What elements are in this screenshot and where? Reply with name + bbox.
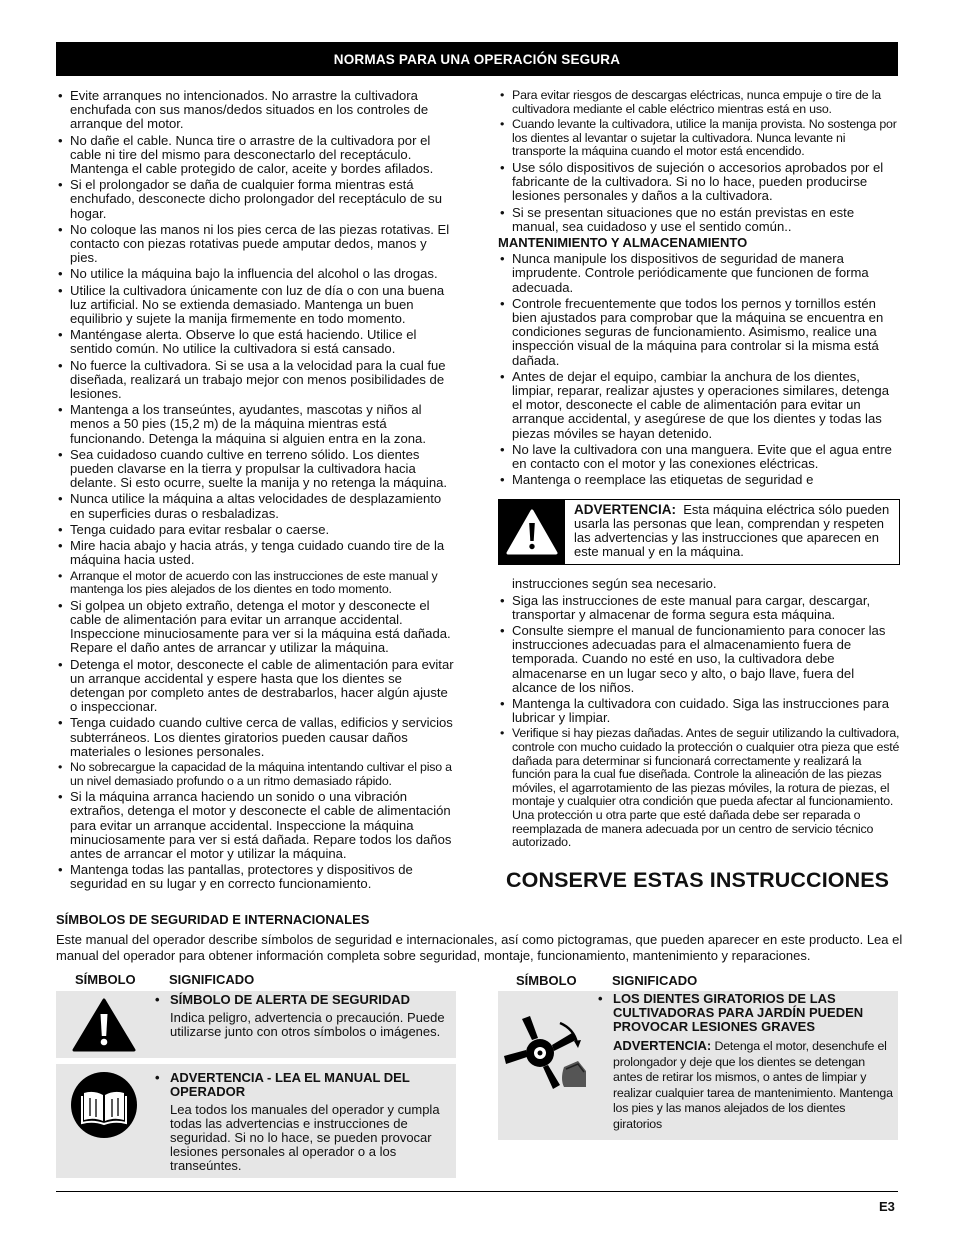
list-item: • No fuerce la cultivadora. Si se usa a la velocidad para la cual fue diseñada, realizará un trabajo mejor con menos posibilidades de lesiones. <box>56 359 456 402</box>
list-item: • Nunca manipule los dispositivos de seguridad de manera imprudente. Controle periódicamente que funcionen de forma adecuada. <box>498 252 900 295</box>
symbol-body: Lea todos los manuales del operador y cumpla todas las advertencias e instrucciones de seguridad. Si no lo hace, se pueden provocar lesiones personales al operador o a los transeúntes. <box>170 1102 440 1173</box>
maintenance-list-continued <box>498 594 900 850</box>
symbol-body: Indica peligro, advertencia o precaución. Puede utilizarse junto con otros símbolos o imágenes. <box>170 1010 445 1039</box>
list-item: • Si golpea un objeto extraño, detenga el motor y desconecte el cable de alimentación para evitar un arranque accidental. Inspeccione minuciosamente para ver si la máquina está dañada. Repare el daño antes de arrancar y utilizar la máquina. <box>56 599 456 656</box>
warning-body: Esta máquina eléctrica sólo pueden usarla las personas que lean, comprendan y respeten las advertencias y las instrucciones que aparecen en este manual y en la máquina. <box>574 502 890 560</box>
symbol-warning-text: Detenga el motor, desenchufe el prolongador y deje que los dientes se detengan antes de retirar los mismos, o antes de limpiar y realizar cualquier tarea de mantenimiento. Mantenga los pies y las manos alejados de los dientes giratorios <box>613 1039 893 1131</box>
list-item: • No dañe el cable. Nunca tire o arrastre de la cultivadora por el cable ni tire del mismo para desconectarlo del receptáculo. Mantenga el cable protegido de calor, aceite y bordes afilados. <box>56 134 456 177</box>
column-header-symbol: SÍMBOLO <box>516 973 577 988</box>
list-item: • Mire hacia abajo y hacia atrás, y tenga cuidado cuando tire de la máquina hacia usted. <box>56 539 456 567</box>
conserve-heading: CONSERVE ESTAS INSTRUCCIONES <box>506 868 890 892</box>
list-item: • No utilice la máquina bajo la influencia del alcohol o las drogas. <box>56 267 456 281</box>
list-item: • Tenga cuidado para evitar resbalar o caerse. <box>56 523 456 537</box>
list-item: • No sobrecargue la capacidad de la máquina intentando cultivar el piso a un nivel demasiado profundo o a un ritmo demasiado rápido. <box>56 761 456 788</box>
left-bullet-list <box>56 89 456 892</box>
symbol-desc-tines <box>598 992 896 1133</box>
list-item: • Mantenga o reemplace las etiquetas de seguridad e <box>498 473 900 487</box>
list-item: • Manténgase alerta. Observe lo que está haciendo. Utilice el sentido común. No utilice la cultivadora si está cansado. <box>56 328 456 356</box>
list-item: • Sea cuidadoso cuando cultive en terreno sólido. Los dientes pueden clavarse en la tierra y propulsar la cultivadora hacia delante. Si esto ocurre, suelte la manija y no retenga la máquina. <box>56 448 456 491</box>
list-item: • Mantenga a los transeúntes, ayudantes, mascotas y niños al menos a 50 pies (15,2 m) de la máquina mientras está funcionando. Detenga la máquina si alguien entra en la zona. <box>56 403 456 446</box>
list-item: • Use sólo dispositivos de sujeción o accesorios aprobados por el fabricante de la cultivadora. Si no lo hace, pueden producirse lesiones personales y daños a la cultivadora. <box>498 161 900 204</box>
list-item: • Si se presentan situaciones que no están previstas en este manual, sea cuidadoso y use el sentido común.. <box>498 206 900 234</box>
symbol-warning-label: ADVERTENCIA: <box>613 1038 712 1053</box>
section-header: NORMAS PARA UNA OPERACIÓN SEGURA <box>56 42 898 76</box>
list-item: • Si el prolongador se daña de cualquier forma mientras está enchufado, desconecte dicho prolongador del receptáculo de su hogar. <box>56 178 456 221</box>
list-item: • Mantenga todas las pantallas, protectores y dispositivos de seguridad en su lugar y en correcto funcionamiento. <box>56 863 456 891</box>
warning-text <box>565 500 899 564</box>
list-item: • Antes de dejar el equipo, cambiar la anchura de los dientes, limpiar, reparar, realizar ajustes y operaciones similares, detenga el motor, desconecte el cable de alimentación para evitar un arranque accidental, y asegúrese de que los dientes y todas las piezas móviles se hayan detenido. <box>498 370 900 441</box>
column-header-symbol: SÍMBOLO <box>75 972 136 987</box>
list-item: • No lave la cultivadora con una manguera. Evite que el agua entre en contacto con el motor y las conexiones eléctricas. <box>498 443 900 471</box>
read-manual-icon <box>66 1072 142 1138</box>
list-item: • Para evitar riesgos de descargas eléctricas, nunca empuje o tire de la cultivadora mediante el cable eléctrico mientras está en uso. <box>498 89 900 116</box>
list-item: • Detenga el motor, desconecte el cable de alimentación para evitar un arranque accidental y espere hasta que los dientes se detengan por completo antes de destrabarlos, hacer algún ajuste o inspeccionar. <box>56 658 456 715</box>
list-item: • Si la máquina arranca haciendo un sonido o una vibración extraños, detenga el motor y desconecte el cable de alimentación para evitar un arranque accidental. Inspeccione la máquina minuciosamente para ver si está dañada. Repare todos los daños antes de arrancar el motor y utilizar la máquina. <box>56 790 456 861</box>
warning-triangle-icon <box>499 500 565 564</box>
rotating-tines-icon <box>500 1008 592 1098</box>
symbol-body <box>598 1038 896 1133</box>
list-item: • Arranque el motor de acuerdo con las instrucciones de este manual y mantenga los pies alejados de los dientes en todo momento. <box>56 570 456 597</box>
list-item: • Nunca utilice la máquina a altas velocidades de desplazamiento en superficies duras o resbaladizas. <box>56 492 456 520</box>
list-item: • Verifique si hay piezas dañadas. Antes de seguir utilizando la cultivadora, controle con mucho cuidado la protección o cualquier otra pieza que esté dañada para determinar si funcionará correctamente y realizará la función para la cual fue diseñada. Controle la alineación de las piezas móviles, el agarrotamiento de las piezas móviles, la rotura de piezas, el montaje y cualquier otra condición que pueda afectar al funcionamiento. Una protección u otra parte que esté dañada debe ser reparada o reemplazada de manera adecuada por un centro de servicio técnico autorizado. <box>498 727 900 849</box>
column-header-meaning: SIGNIFICADO <box>612 973 698 988</box>
symbol-desc-manual <box>155 1071 450 1173</box>
right-bullet-list <box>498 89 900 234</box>
list-item: • No coloque las manos ni los pies cerca de las piezas rotativas. El contacto con piezas rotativas puede amputar dedos, manos y pies. <box>56 223 456 266</box>
list-item: • Tenga cuidado cuando cultive cerca de vallas, edificios y servicios subterráneos. Los dientes giratorios pueden causar daños materiales o lesiones personales. <box>56 716 456 759</box>
list-item: • Mantenga la cultivadora con cuidado. Siga las instrucciones para lubricar y limpiar. <box>498 697 900 725</box>
page-number: E3 <box>879 1199 895 1214</box>
symbols-heading: SÍMBOLOS DE SEGURIDAD E INTERNACIONALES <box>56 912 370 927</box>
list-item: • Evite arranques no intencionados. No arrastre la cultivadora enchufada con sus manos/dedos situados en los controles de arranque del motor. <box>56 89 456 132</box>
warning-label: ADVERTENCIA: <box>574 502 677 518</box>
list-item: • Cuando levante la cultivadora, utilice la manija provista. No sostenga por los dientes al levantar o sujetar la cultivadora. Nunca levante ni transporte la máquina cuando el motor está encendido. <box>498 118 900 159</box>
maintenance-heading: MANTENIMIENTO Y ALMACENAMIENTO <box>498 234 748 250</box>
symbols-intro: Este manual del operador describe símbolos de seguridad e internacionales, así como pictogramas, que pueden aparecer en este producto. Lea el manual del operador para obtener información completa sobre seguridad, montaje, funcionamiento, mantenimiento y reparaciones. <box>56 932 903 963</box>
symbol-title: • ADVERTENCIA - LEA EL MANUAL DEL OPERADOR <box>155 1071 450 1099</box>
safety-alert-icon <box>66 996 142 1054</box>
symbol-title: • SÍMBOLO DE ALERTA DE SEGURIDAD <box>155 993 450 1007</box>
warning-box <box>498 499 900 565</box>
left-column <box>56 89 456 894</box>
symbol-title: • LOS DIENTES GIRATORIOS DE LAS CULTIVADORAS PARA JARDÍN PUEDEN PROVOCAR LESIONES GRAVES <box>598 992 896 1034</box>
list-item: • Consulte siempre el manual de funcionamiento para conocer las instrucciones adecuadas para el almacenamiento fuera de temporada. Cuando no esté en uso, la cultivadora debe almacenarse en un lugar seco y alto, o bajo llave, fuera del alcance de los niños. <box>498 624 900 695</box>
list-item: • Controle frecuentemente que todos los pernos y tornillos estén bien ajustados para comprobar que la máquina se encuentra en condiciones seguras de funcionamiento. Asimismo, realice una inspección visual de la máquina para controlar si la misma está dañada. <box>498 297 900 368</box>
maintenance-list <box>498 252 900 487</box>
footer-divider <box>56 1191 898 1192</box>
symbol-desc-alert <box>155 993 450 1039</box>
right-column <box>498 89 900 852</box>
continued-text: instrucciones según sea necesario. <box>512 576 717 592</box>
list-item: • Utilice la cultivadora únicamente con luz de día o con una buena luz artificial. No se extienda demasiado. Mantenga un buen equilibrio y sujete la manija firmemente en todo momento. <box>56 284 456 327</box>
list-item: • Siga las instrucciones de este manual para cargar, descargar, transportar y almacenar de forma segura esta máquina. <box>498 594 900 622</box>
column-header-meaning: SIGNIFICADO <box>169 972 255 987</box>
